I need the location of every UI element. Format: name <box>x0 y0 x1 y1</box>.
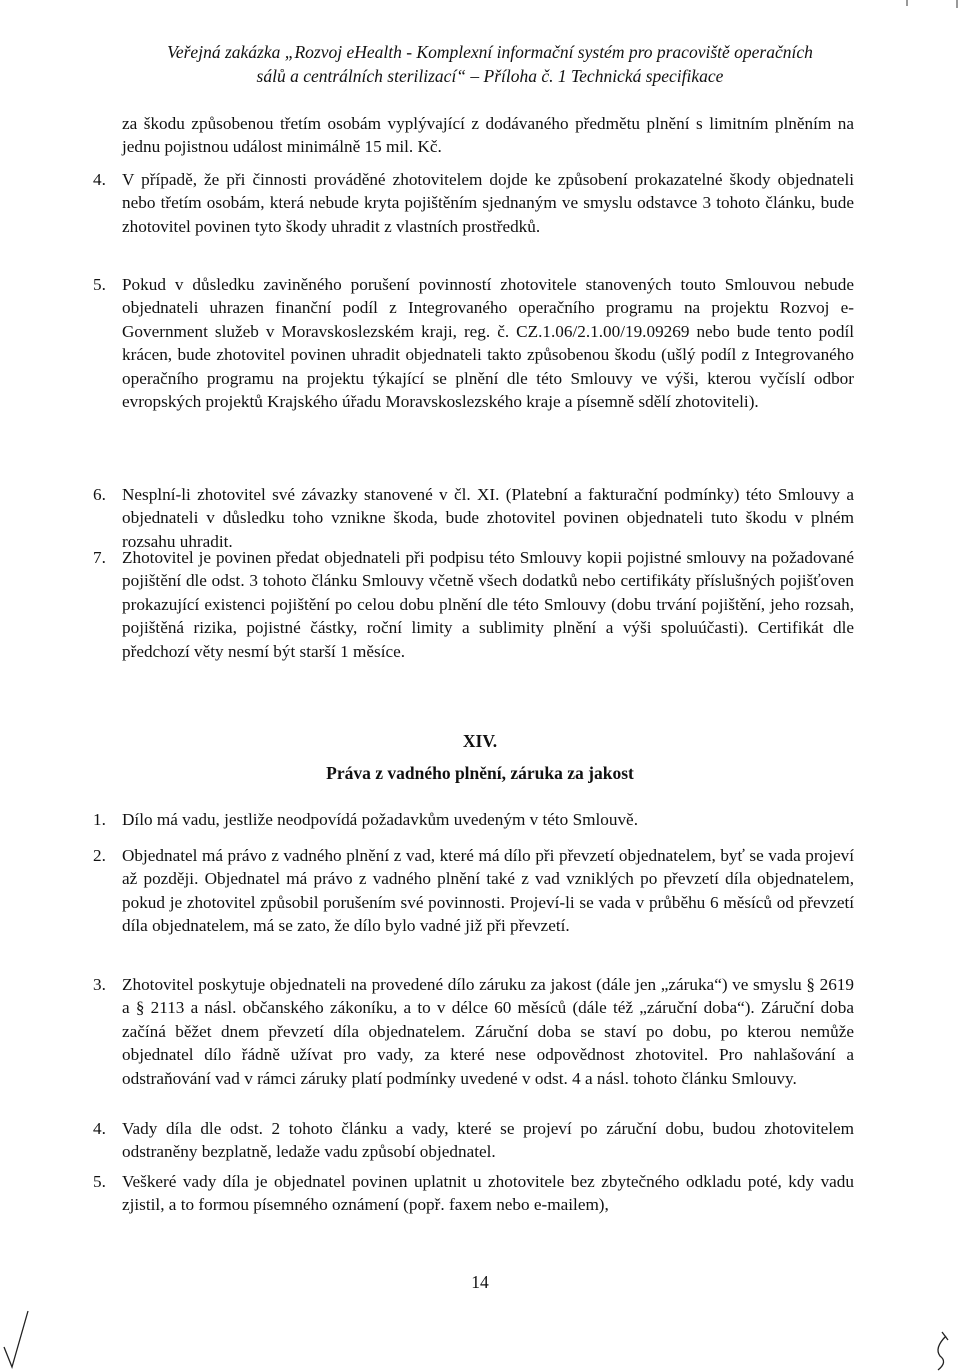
margin-tick-marks <box>905 0 960 10</box>
header-line-1: Veřejná zakázka „Rozvoj eHealth - Komplexní informační systém pro pracoviště operačních <box>167 42 813 62</box>
handwritten-mark-left <box>0 1305 34 1372</box>
item-text: Objednatel má právo z vadného plnění z vad, které má dílo při převzetí objednatelem, byť se vada projeví až později. Objednatel má právo z vadného plnění také z vad vzniklých po převzetí díla objednatelem, pokud je zhotovitel způsobil porušením své povinnosti. Projeví-li se vada v průběhu 6 měsíců od převzetí díla objednatelem, má se zato, že dílo bylo vadné již při převzetí. <box>122 846 854 936</box>
item-number: 7. <box>93 548 106 567</box>
item-number: 3. <box>93 975 106 994</box>
list-item <box>93 546 855 663</box>
item-number: 1. <box>93 810 106 829</box>
item-number: 6. <box>93 485 106 504</box>
item-number: 2. <box>93 846 106 865</box>
item-number: 5. <box>93 275 106 294</box>
item-text: Pokud v důsledku zaviněného porušení povinností zhotovitele stanovených touto Smlouvou nebude objednateli uhrazen finanční podíl z Integrovaného operačního programu na projektu Rozvoj e-Government služeb v Moravskoslezském kraji, reg. č. CZ.1.06/2.1.00/19.09269 nebo bude tento podíl krácen, bude zhotovitel povinen uhradit objednateli takto způsobenou škodu (ušlý podíl z Integrovaného operačního programu na projektu týkající se plnění dle této Smlouvy ve výši, kterou vyčíslí odbor evropských projektů Krajského úřadu Moravskoslezského kraje a písemně sdělí zhotoviteli). <box>122 275 854 412</box>
list-item <box>93 273 855 413</box>
list-item <box>93 1117 855 1164</box>
item-text: Nesplní-li zhotovitel své závazky stanovené v čl. XI. (Platební a fakturační podmínky) této Smlouvy a objednateli v důsledku toho vznikne škoda, bude zhotovitel povinen objednateli tuto škodu v plném rozsahu uhradit. <box>122 485 854 551</box>
section-number: XIV. <box>462 731 498 751</box>
list-item <box>93 808 855 831</box>
item-text: Zhotovitel je povinen předat objednateli při podpisu této Smlouvy kopii pojistné smlouvy na požadované pojištění dle odst. 3 tohoto článku Smlouvy včetně všech dodatků nebo certifikáty příslušných pojišťoven prokazující existenci pojištění po celou dobu plnění dle této Smlouvy (dobu trvání pojištění, jeho rozsah, pojištěná rizika, pojistné částky, roční limity a sublimity plnění a výši spoluúčasti). Certifikát dle předchozí věty nesmí být starší 1 měsíce. <box>122 548 854 661</box>
item-text: Dílo má vadu, jestliže neodpovídá požadavkům uvedeným v této Smlouvě. <box>122 810 638 829</box>
item-text: Vady díla dle odst. 2 tohoto článku a vady, které se projeví po záruční dobu, budou zhotovitelem odstraněny bezplatně, ledaže vadu způsobí objednatel. <box>122 1119 854 1162</box>
list-item <box>93 168 855 238</box>
section-title: Práva z vadného plnění, záruka za jakost <box>326 763 634 783</box>
item-number: 5. <box>93 1172 106 1191</box>
page-header <box>100 40 880 88</box>
list-item <box>93 483 855 553</box>
item-text: V případě, že při činnosti prováděné zhotovitelem dojde ke způsobení prokazatelné škody objednateli nebo třetím osobám, která nebude kryta pojištěním sjednaným ve smyslu odstavce 3 tohoto článku, bude zhotovitel povinen tyto škody uhradit z vlastních prostředků. <box>122 170 854 236</box>
header-line-2: sálů a centrálních sterilizací“ – Příloha č. 1 Technická specifikace <box>256 66 724 86</box>
list-item <box>93 844 855 938</box>
list-item <box>93 1170 855 1217</box>
list-item <box>93 973 855 1090</box>
item-text: Zhotovitel poskytuje objednateli na provedené dílo záruku za jakost (dále jen „záruka“) ve smyslu § 2619 a § 2113 a násl. občanského zákoníku, a to v délce 60 měsíců (dále též „záruční doba“). Záruční doba začíná běžet dnem převzetí díla objednatelem. Záruční doba se staví po dobu, po kterou nemůže objednatel dílo řádně užívat pro vady, za které nese odpovědnost zhotovitel. Pro nahlašování a odstraňování vad v rámci záruky platí podmínky uvedené v odst. 4 a násl. tohoto článku Smlouvy. <box>122 975 854 1088</box>
page-number: 14 <box>471 1272 489 1292</box>
handwritten-mark-right <box>926 1330 960 1372</box>
item-number: 4. <box>93 1119 106 1138</box>
continued-paragraph: za škodu způsobenou třetím osobám vyplývající z dodávaného předmětu plnění s limitním plněním na jednu pojistnou událost minimálně 15 mil. Kč. <box>122 114 854 157</box>
item-number: 4. <box>93 170 106 189</box>
item-text: Veškeré vady díla je objednatel povinen uplatnit u zhotovitele bez zbytečného odkladu poté, kdy vadu zjistil, a to formou písemného oznámení (popř. faxem nebo e-mailem), <box>122 1172 854 1215</box>
